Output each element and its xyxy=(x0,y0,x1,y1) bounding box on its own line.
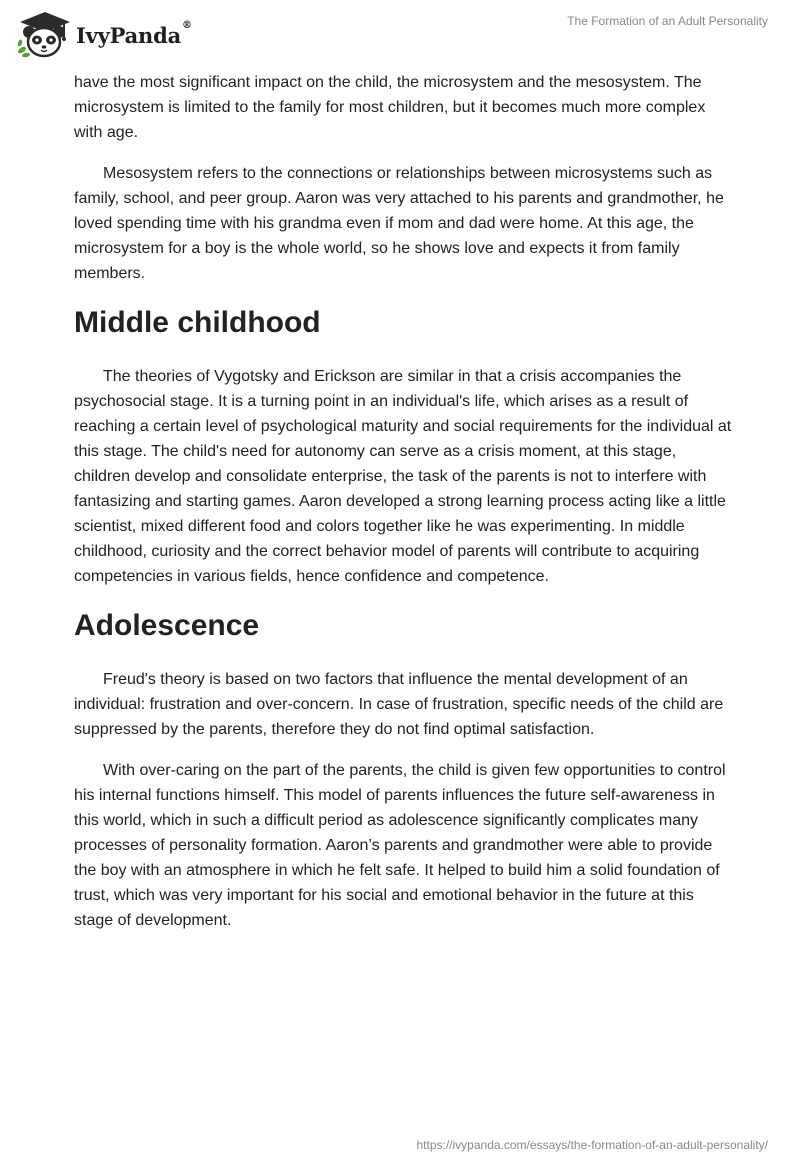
paragraph: The theories of Vygotsky and Erickson are similar in that a crisis accompanies the psychosocial stage. It is a turning point in an individual's life, which arises as a result of reaching a certain level of psychological maturity and social requirements for the individual at this stage. The child's need for autonomy can serve as a crisis moment, at this stage, children develop and consolidate enterprise, the task of the parents is not to interfere with fantasizing and starting games. Aaron developed a strong learning process acting like a little scientist, mixed different food and colors together like he was experimenting. In middle childhood, curiosity and the correct behavior model of parents will contribute to acquiring competencies in various fields, hence confidence and competence. xyxy=(74,368,732,585)
paragraph: Mesosystem refers to the connections or relationships between microsystems such as family, school, and peer group. Aaron was very attached to his parents and grandmother, he loved spending time with his grandma even if mom and dad were home. At this age, the microsystem for a boy is the whole world, so he shows love and expects it from family members. xyxy=(74,165,724,282)
ivypanda-logo[interactable] xyxy=(14,8,192,60)
panda-graduation-cap-icon xyxy=(14,8,72,60)
section-heading-middle-childhood: Middle childhood xyxy=(74,306,321,339)
page-header xyxy=(0,0,800,70)
section-heading-adolescence: Adolescence xyxy=(74,609,260,642)
paragraph: Freud's theory is based on two factors that influence the mental development of an individual: frustration and over-concern. In case of frustration, specific needs of the child are suppressed by the parents, therefore they do not find optimal satisfaction. xyxy=(74,671,724,738)
source-url[interactable]: https://ivypanda.com/essays/the-formation-of-an-adult-personality/ xyxy=(416,1138,768,1152)
essay-body xyxy=(74,70,734,949)
registered-mark: ® xyxy=(182,19,192,31)
paragraph: With over-caring on the part of the parents, the child is given few opportunities to control his internal functions himself. This model of parents influences the future self-awareness in this world, which in such a difficult period as adolescence significantly complicates many processes of personality formation. Aaron’s parents and grandmother were able to provide the boy with an atmosphere in which he felt safe. It helped to build him a solid foundation of trust, which was very important for his social and emotional behavior in the future at this stage of development. xyxy=(74,762,726,929)
document-title: The Formation of an Adult Personality xyxy=(567,14,768,28)
paragraph: have the most significant impact on the child, the microsystem and the mesosystem. The microsystem is limited to the family for most children, but it becomes much more complex with age. xyxy=(74,74,706,141)
logo-wordmark: IvyPanda® xyxy=(76,19,192,48)
